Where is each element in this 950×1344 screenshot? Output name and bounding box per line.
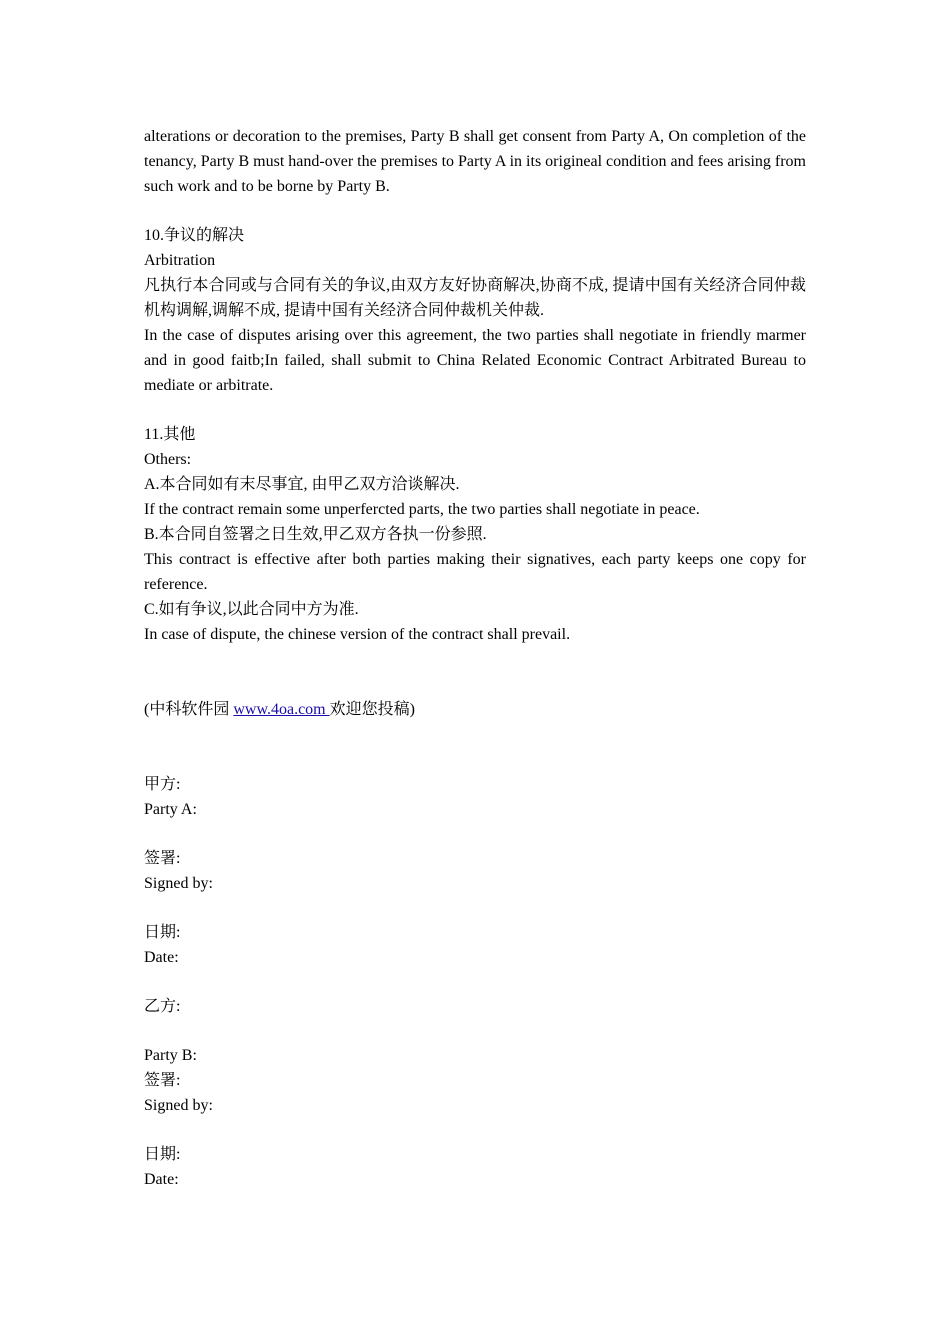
- spacer: [144, 896, 806, 920]
- party-b-label-en: Party B:: [144, 1047, 197, 1064]
- clause-b-en: This contract is effective after both parties making their signatives, each party keeps one copy for reference.: [144, 551, 806, 593]
- section-11-heading-cn: 11.其他: [144, 426, 196, 443]
- party-b-signed-cn: 签署:: [144, 1072, 181, 1089]
- document-page: [144, 124, 806, 1192]
- party-a-label-cn: 甲方:: [144, 776, 181, 793]
- credit-suffix: 欢迎您投稿): [329, 701, 415, 718]
- clause-a-cn: A.本合同如有末尽事宜, 由甲乙双方洽谈解决.: [144, 476, 460, 493]
- spacer: [144, 970, 806, 994]
- credit-prefix: (中科软件园: [144, 701, 234, 718]
- spacer: [144, 647, 806, 697]
- section-11-heading-en: Others:: [144, 451, 192, 468]
- party-b-date-cn: 日期:: [144, 1146, 181, 1163]
- spacer: [144, 822, 806, 846]
- clause-c-cn: C.如有争议,以此合同中方为准.: [144, 601, 359, 618]
- section-10-heading-en: Arbitration: [144, 252, 216, 269]
- party-a-date-en: Date:: [144, 949, 179, 966]
- spacer: [144, 199, 806, 223]
- continuation-paragraph: alterations or decoration to the premises, Party B shall get consent from Party A, On completion of the tenancy, Party B must hand-over the premises to Party A in its origineal condition and fees arising from such work and to be borne by Party B.: [144, 128, 806, 195]
- party-a-signature-block: [144, 772, 806, 970]
- party-b-date-en: Date:: [144, 1171, 179, 1188]
- spacer: [144, 398, 806, 422]
- section-arbitration: [144, 223, 806, 398]
- party-a-date-cn: 日期:: [144, 924, 181, 941]
- party-b-label-cn: 乙方:: [144, 998, 181, 1015]
- clause-c-en: In case of dispute, the chinese version of the contract shall prevail.: [144, 626, 571, 643]
- party-a-signed-en: Signed by:: [144, 875, 213, 892]
- section-10-body-cn: 凡执行本合同或与合同有关的争议,由双方友好协商解决,协商不成, 提请中国有关经济合同仲裁机构调解,调解不成, 提请中国有关经济合同仲裁机关仲裁.: [144, 277, 806, 319]
- website-link[interactable]: www.4oa.com: [233, 701, 330, 718]
- clause-b-cn: B.本合同自签署之日生效,甲乙双方各执一份参照.: [144, 526, 487, 543]
- spacer: [144, 722, 806, 772]
- credit-line: [144, 697, 806, 722]
- section-others: [144, 422, 806, 647]
- clause-a-en: If the contract remain some unperfercted parts, the two parties shall negotiate in peace.: [144, 501, 700, 518]
- spacer: [144, 1118, 806, 1142]
- party-a-signed-cn: 签署:: [144, 850, 181, 867]
- section-10-heading-cn: 10.争议的解决: [144, 227, 245, 244]
- party-b-signed-en: Signed by:: [144, 1097, 213, 1114]
- section-10-body-en: In the case of disputes arising over this agreement, the two parties shall negotiate in friendly marmer and in good faitb;In failed, shall submit to China Related Economic Contract Arbitrated Bureau to mediate or arbitrate.: [144, 327, 806, 394]
- party-b-signature-block: [144, 994, 806, 1192]
- party-a-label-en: Party A:: [144, 801, 197, 818]
- spacer: [144, 1019, 806, 1043]
